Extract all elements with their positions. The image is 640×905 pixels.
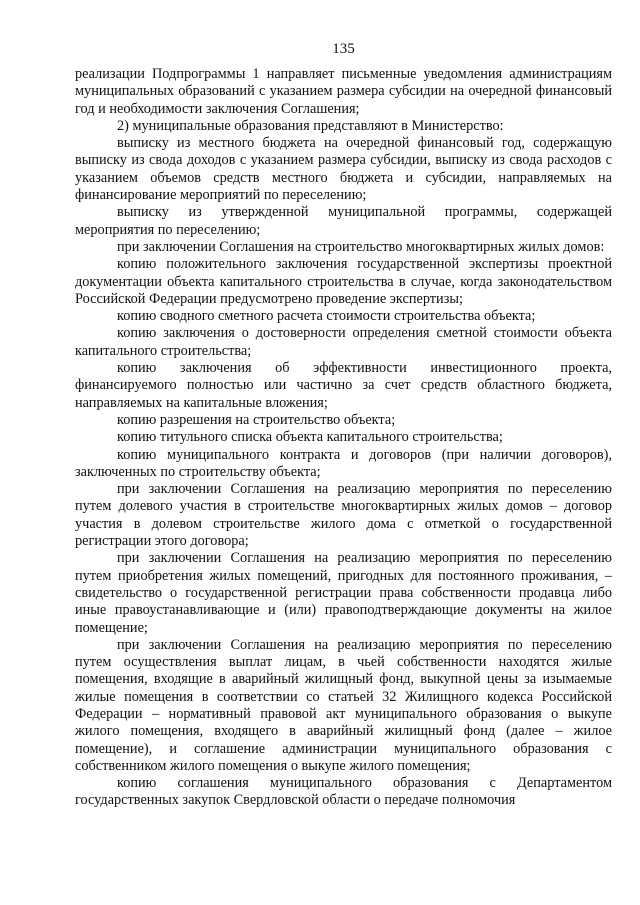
paragraph: выписку из местного бюджета на очередной финансовый год, содержащую выписку из свода доходов с указанием размера субсидии, выписку из свода расходов с указанием объемов средств местного бюджета и субсидии, направляемых на финансирование мероприятий по переселению; (75, 135, 612, 204)
paragraph: при заключении Соглашения на реализацию мероприятия по переселению путем долевого участия в строительстве многоквартирных жилых домов – договор участия в долевом строительстве жилого дома с отметкой о государственной регистрации этого договора; (75, 481, 612, 550)
paragraph: реализации Подпрограммы 1 направляет письменные уведомления администрациям муниципальных образований с указанием размера субсидии на очередной финансовый год и необходимости заключения Соглашения; (75, 66, 612, 117)
paragraph: копию заключения об эффективности инвестиционного проекта, финансируемого полностью или частично за счет средств областного бюджета, направляемых на капитальные вложения; (75, 360, 612, 411)
paragraph: копию соглашения муниципального образования с Департаментом государственных закупок Свердловской области о передаче полномочия (75, 775, 612, 809)
paragraph: 2) муниципальные образования представляют в Министерство: (117, 117, 504, 134)
paragraph: копию муниципального контракта и договоров (при наличии договоров), заключенных по строительству объекта; (75, 446, 612, 480)
paragraph: копию заключения о достоверности определения сметной стоимости объекта капитального строительства; (75, 325, 612, 359)
paragraph: при заключении Соглашения на реализацию мероприятия по переселению путем приобретения жилых помещений, пригодных для постоянного проживания, – свидетельство о государственной регистрации права собственности продавца либо иные правоустанавливающие и (или) правоподтверждающие документы на жилое помещение; (75, 550, 612, 636)
paragraph: копию титульного списка объекта капитального строительства; (117, 429, 503, 446)
paragraph: копию разрешения на строительство объекта; (117, 411, 396, 428)
paragraph: копию положительного заключения государственной экспертизы проектной документации объекта капитального строительства в случае, когда законодательством Российской Федерации предусмотрено проведение экспертизы; (75, 256, 612, 307)
paragraph: выписку из утвержденной муниципальной программы, содержащей мероприятия по переселению; (75, 204, 612, 238)
page-number: 135 (332, 41, 355, 57)
paragraph: при заключении Соглашения на реализацию мероприятия по переселению путем осуществления выплат лицам, в чьей собственности находятся жилые помещения, входящие в аварийный жилищный фонд, выкупной цены за изымаемые жилые помещения в соответствии со статьей 32 Жилищного кодекса Российской Федерации – нормативный правовой акт муниципального образования о выкупе жилого помещения, входящего в аварийный жилищный фонд (далее – жилое помещение), и соглашение администрации муниципального образования с собственником жилого помещения о выкупе жилого помещения; (75, 636, 612, 774)
document-body (75, 66, 612, 810)
paragraph: копию сводного сметного расчета стоимости строительства объекта; (117, 308, 536, 325)
paragraph: при заключении Соглашения на строительство многоквартирных жилых домов: (117, 238, 605, 255)
